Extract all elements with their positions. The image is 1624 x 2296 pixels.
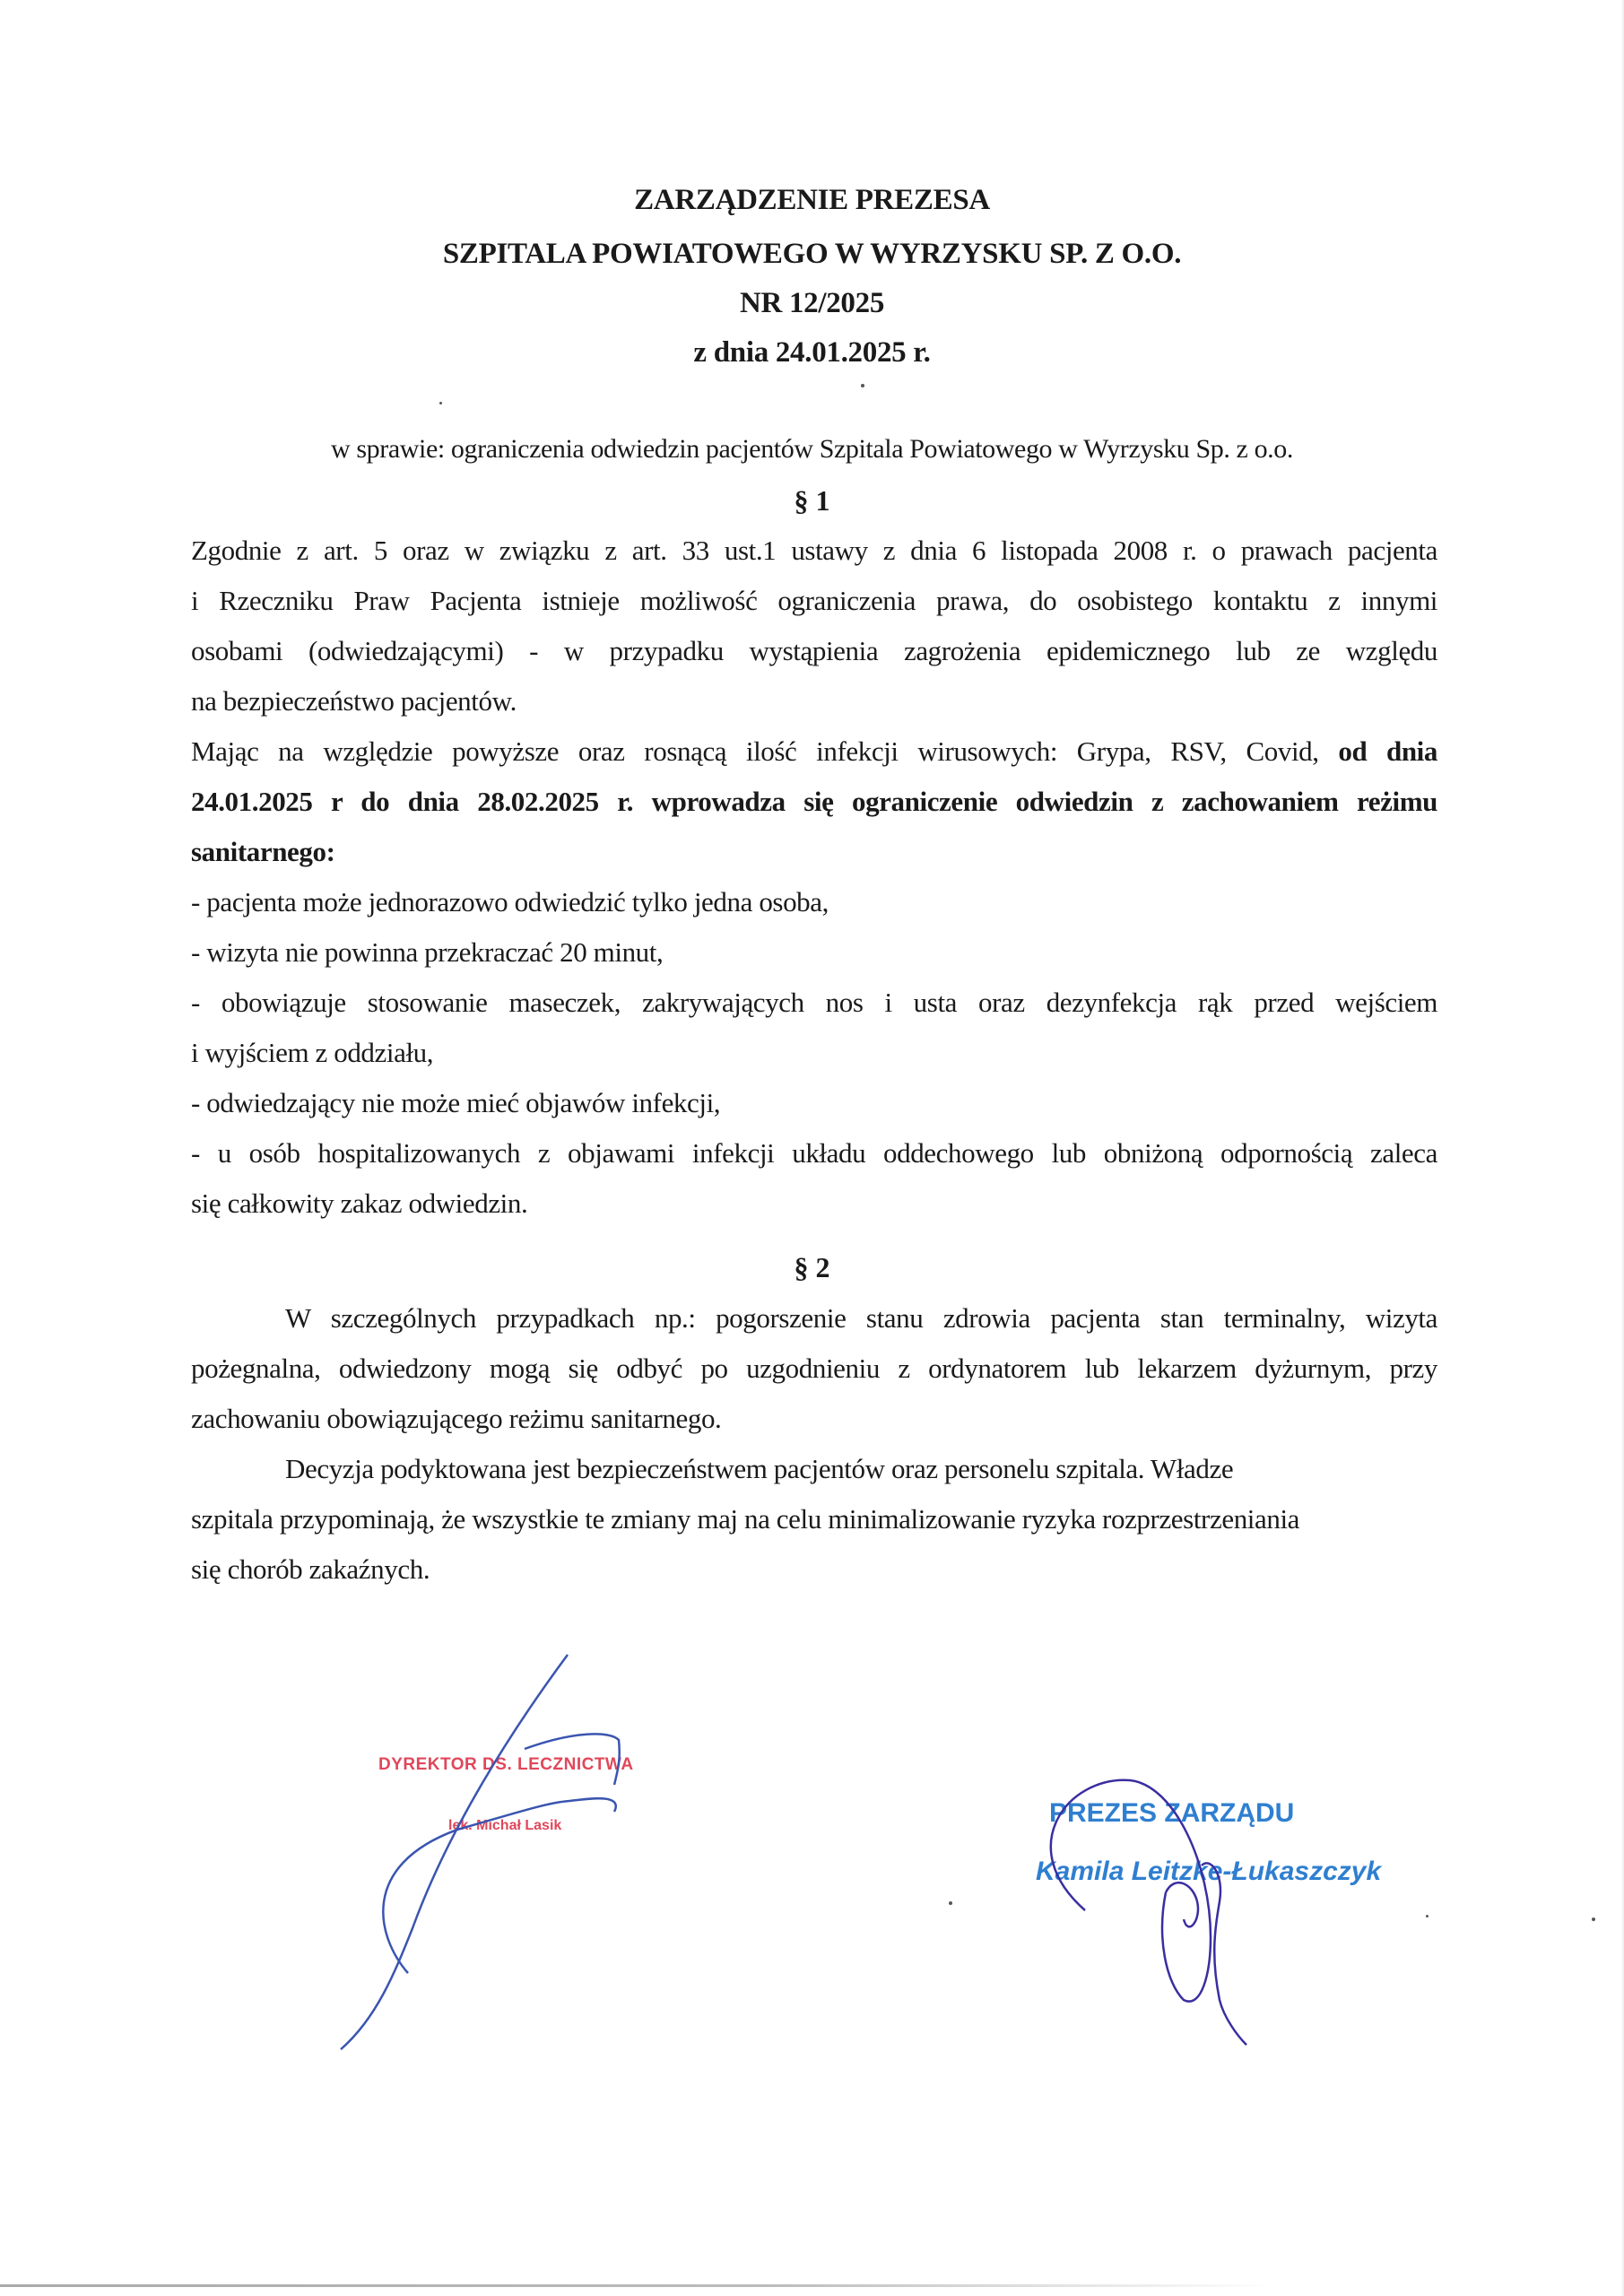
order-number: NR 12/2025 [739, 287, 885, 319]
section-2-paragraph-line: zachowaniu obowiązującego reżimu sanitarnego. [191, 1403, 722, 1434]
legal-basis-line: na bezpieczeństwo pacjentów. [191, 685, 517, 717]
signature-stroke [525, 1734, 620, 1785]
signature-stroke [341, 1655, 568, 2049]
intro-line-bold [191, 836, 1437, 868]
left-stamp-name: lek. Michał Lasik [448, 1818, 562, 1833]
section-2-heading: § 2 [794, 1251, 830, 1283]
scan-speck [439, 402, 442, 404]
rule-item: - wizyta nie powinna przekraczać 20 minut, [191, 936, 664, 968]
closing-paragraph-line: się chorób zakaźnych. [191, 1553, 430, 1585]
intro-line [191, 735, 1437, 768]
right-stamp-title: PREZES ZARZĄDU [1049, 1798, 1295, 1828]
rule-item: - obowiązuje stosowanie maseczek, zakrywających nos i usta oraz dezynfekcja rąk przed wejściem [191, 987, 1437, 1018]
right-signature-icon [1031, 1758, 1300, 2027]
signature-stroke [383, 1798, 615, 1973]
hospital-name: SZPITALA POWIATOWEGO W WYRZYSKU SP. Z O.O. [442, 238, 1182, 270]
closing-paragraph-line: Decyzja podyktowana jest bezpieczeństwem pacjentów oraz personelu szpitala. Władze [285, 1453, 1234, 1484]
scan-speck [949, 1901, 952, 1905]
scan-speck [861, 384, 864, 387]
legal-basis-line: i Rzeczniku Praw Pacjenta istnieje możliwość ograniczenia prawa, do osobistego kontaktu z innymi [191, 585, 1437, 616]
rule-item: się całkowity zakaz odwiedzin. [191, 1187, 528, 1219]
scan-edge-line [0, 2284, 1273, 2287]
rule-item: - u osób hospitalizowanych z objawami infekcji układu oddechowego lub obniżoną odpornością zaleca [191, 1137, 1437, 1169]
restriction-period-end: sanitarnego: [191, 836, 335, 867]
signature-stroke [1051, 1780, 1211, 2002]
section-1-heading: § 1 [794, 484, 830, 517]
legal-basis-line: osobami (odwiedzającymi) - w przypadku wystąpienia zagrożenia epidemicznego lub ze względu [191, 635, 1437, 666]
intro-text: Mając na względzie powyższe oraz rosnącą ilość infekcji wirusowych: Grypa, RSV, Covid, [191, 735, 1339, 767]
rule-item: i wyjściem z oddziału, [191, 1037, 434, 1068]
rule-item: - pacjenta może jednorazowo odwiedzić tylko jedna osoba, [191, 886, 829, 918]
scan-speck [1426, 1915, 1429, 1918]
order-date: z dnia 24.01.2025 r. [693, 336, 931, 369]
order-title: ZARZĄDZENIE PREZESA [634, 184, 990, 216]
left-signature-icon [323, 1650, 682, 2054]
order-subject: w sprawie: ograniczenia odwiedzin pacjentów Szpitala Powiatowego w Wyrzysku Sp. z o.o. [331, 434, 1293, 464]
right-stamp-name: Kamila Leitzke-Łukaszczyk [1036, 1857, 1382, 1886]
section-2-paragraph-line: pożegnalna, odwiedzony mogą się odbyć po uzgodnieniu z ordynatorem lub lekarzem dyżurnym, przy [191, 1352, 1437, 1384]
closing-paragraph-line: szpitala przypominają, że wszystkie te zmiany maj na celu minimalizowanie ryzyka rozprzestrzeniania [191, 1503, 1300, 1535]
intro-text-bold: od dnia [1338, 735, 1437, 767]
legal-basis-line: Zgodnie z art. 5 oraz w związku z art. 33 ust.1 ustawy z dnia 6 listopada 2008 r. o prawach pacjenta [191, 535, 1437, 566]
restriction-period: 24.01.2025 r do dnia 28.02.2025 r. wprowadza się ograniczenie odwiedzin z zachowaniem reżimu [191, 786, 1437, 817]
rule-item: - odwiedzający nie może mieć objawów infekcji, [191, 1087, 721, 1118]
scan-speck [1592, 1918, 1595, 1921]
section-2-paragraph-line: W szczególnych przypadkach np.: pogorszenie stanu zdrowia pacjenta stan terminalny, wizyta [285, 1302, 1437, 1334]
intro-line-bold [191, 786, 1437, 818]
left-stamp-title: DYREKTOR DS. LECZNICTWA [378, 1755, 634, 1774]
